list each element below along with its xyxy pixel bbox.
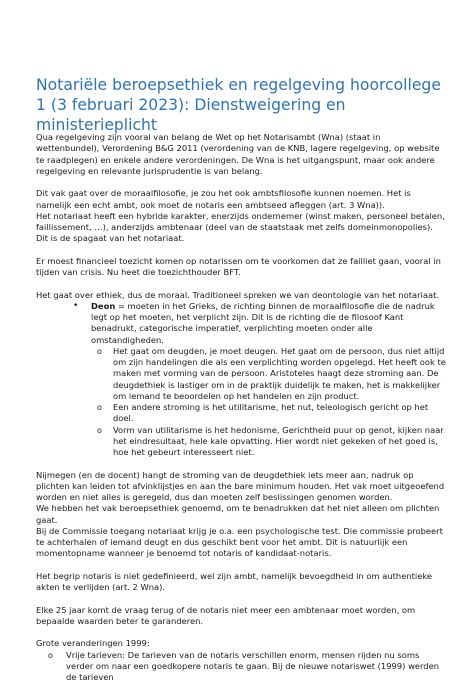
circle-bullet-icon: o: [97, 425, 102, 436]
changes-list: [36, 650, 446, 683]
paragraph-ethiek: Het gaat over ethiek, dus de moraal. Traditioneel spreken we van deontologie van het notariaat.: [36, 290, 446, 301]
paragraph-veranderingen: Grote veranderingen 1999:: [36, 638, 446, 649]
paragraph-moraalfilosofie: Dit vak gaat over de moraalfilosofie, je zou het ook ambtsfilosofie kunnen noemen. Het is namelijk een echt ambt, ook moet de notaris een ambtseed afleggen (art. 3 Wna)).: [36, 188, 446, 211]
circle-bullet-icon: o: [97, 346, 102, 357]
circle-bullet-icon: o: [97, 402, 102, 413]
sub-item-text: Vorm van utilitarisme is het hedonisme, Gerichtheid puur op genot, kijken naar het eindresultaat, hele kale opvatting. Hier wordt niet gekeken of het goed is, hoe het gebeurt interesseert niet.: [113, 425, 444, 458]
paragraph-begrip-notaris: Het begrip notaris is niet gedefinieerd, wel zijn ambt, namelijk bevoegdheid in om authentieke akten te verlijden (art. 2 Wna).: [36, 571, 446, 594]
paragraph-hybride-karakter: Het notariaat heeft een hybride karakter, enerzijds ondernemer (winst maken, personeel betalen, faillissement, …), anderzijds ambtenaar (deel van de staatstaak met zelfs domeinmonopolies). Dit is de spagaat van het notariaat.: [36, 211, 446, 245]
sub-item-text: Het gaat om deugden, je moet deugen. Het gaat om de persoon, dus niet altijd om zijn handelingen die als een verplichting worden opgelegd. Het heeft ook te maken met vorming van de persoon. Aristoteles haagt deze stroming aan. De deugdethiek is lastiger om in de praktijk duidelijk te maken, het is makkelijker om iemand te beoordelen op het handelen en zijn product.: [113, 346, 446, 401]
paragraph-nijmegen: Nijmegen (en de docent) hangt de stroming van de deugdethiek iets meer aan, nadruk op plichten kan leiden tot afvinklijstjes en aan the bare minimum houden. Het vak moet uitgeoefend worden en niet alles is geregeld, dus dan moeten zelf beslissingen genomen worden.: [36, 470, 446, 504]
document-body: [36, 132, 446, 683]
deon-definition: = moeten in het Grieks, de richting binnen de moraalfilosofie die de nadruk legt op het moeten, het verplicht zijn. Dit is de richting die de filosoof Kant benadrukt, categorische imperatief, verplichting moeten onder alle omstandigheden.: [91, 301, 435, 345]
bullet-list: [36, 301, 446, 459]
sub-list-item: [113, 346, 446, 402]
document-title: Notariële beroepsethiek en regelgeving hoorcollege 1 (3 februari 2023): Dienstweigering en ministerieplicht: [36, 75, 446, 135]
list-item-deon: [91, 301, 446, 459]
changes-item-text: Vrije tarieven: De tarieven van de notaris verschillen enorm, mensen rijden nu soms verder om naar een goedkopere notaris te gaan. Bij de nieuwe notariswet (1999) werden de tarieven: [66, 650, 439, 683]
paragraph-commissie: Bij de Commissie toegang notariaat krijg je o.a. een psychologische test. Die commissie probeert te achterhalen of iemand deugt en dus geschikt bent voor het ambt. Dit is natuurlijk een momentopname wanneer je benoemd tot notaris of kandidaat-notaris.: [36, 526, 446, 560]
sub-list-item: [113, 402, 446, 425]
sub-item-text: Een andere stroming is het utilitarisme, het nut, teleologisch gericht op het doel.: [113, 402, 428, 423]
circle-bullet-icon: o: [48, 650, 53, 661]
sub-list-item: [113, 425, 446, 459]
paragraph-elke-25-jaar: Elke 25 jaar komt de vraag terug of de notaris niet meer een ambtenaar moet worden, om bepaalde waarden beter te garanderen.: [36, 605, 446, 628]
paragraph-beroepsethiek: We hebben het vak beroepsethiek genoemd, om te benadrukken dat het niet alleen om plichten gaat.: [36, 503, 446, 526]
paragraph-regelgeving: Qua regelgeving zijn vooral van belang de Wet op het Notarisambt (Wna) (staat in wettenbundel), Verordening B&G 2011 (verordening van de KNB, lagere regelgeving, op website te raadplegen) en enkele andere verordeningen. De Wna is het uitgangspunt, maar ook andere regelgeving en relevante jurisprudentie is van belang.: [36, 132, 446, 177]
list-item-vrije-tarieven: [66, 650, 446, 683]
sub-list: [91, 346, 446, 459]
bullet-icon: •: [73, 301, 78, 312]
paragraph-financieel-toezicht: Er moest financieel toezicht komen op notarissen om te voorkomen dat ze failliet gaan, vooral in tijden van crisis. Nu heet die toezichthouder BFT.: [36, 256, 446, 279]
term-deon: Deon: [91, 301, 115, 311]
